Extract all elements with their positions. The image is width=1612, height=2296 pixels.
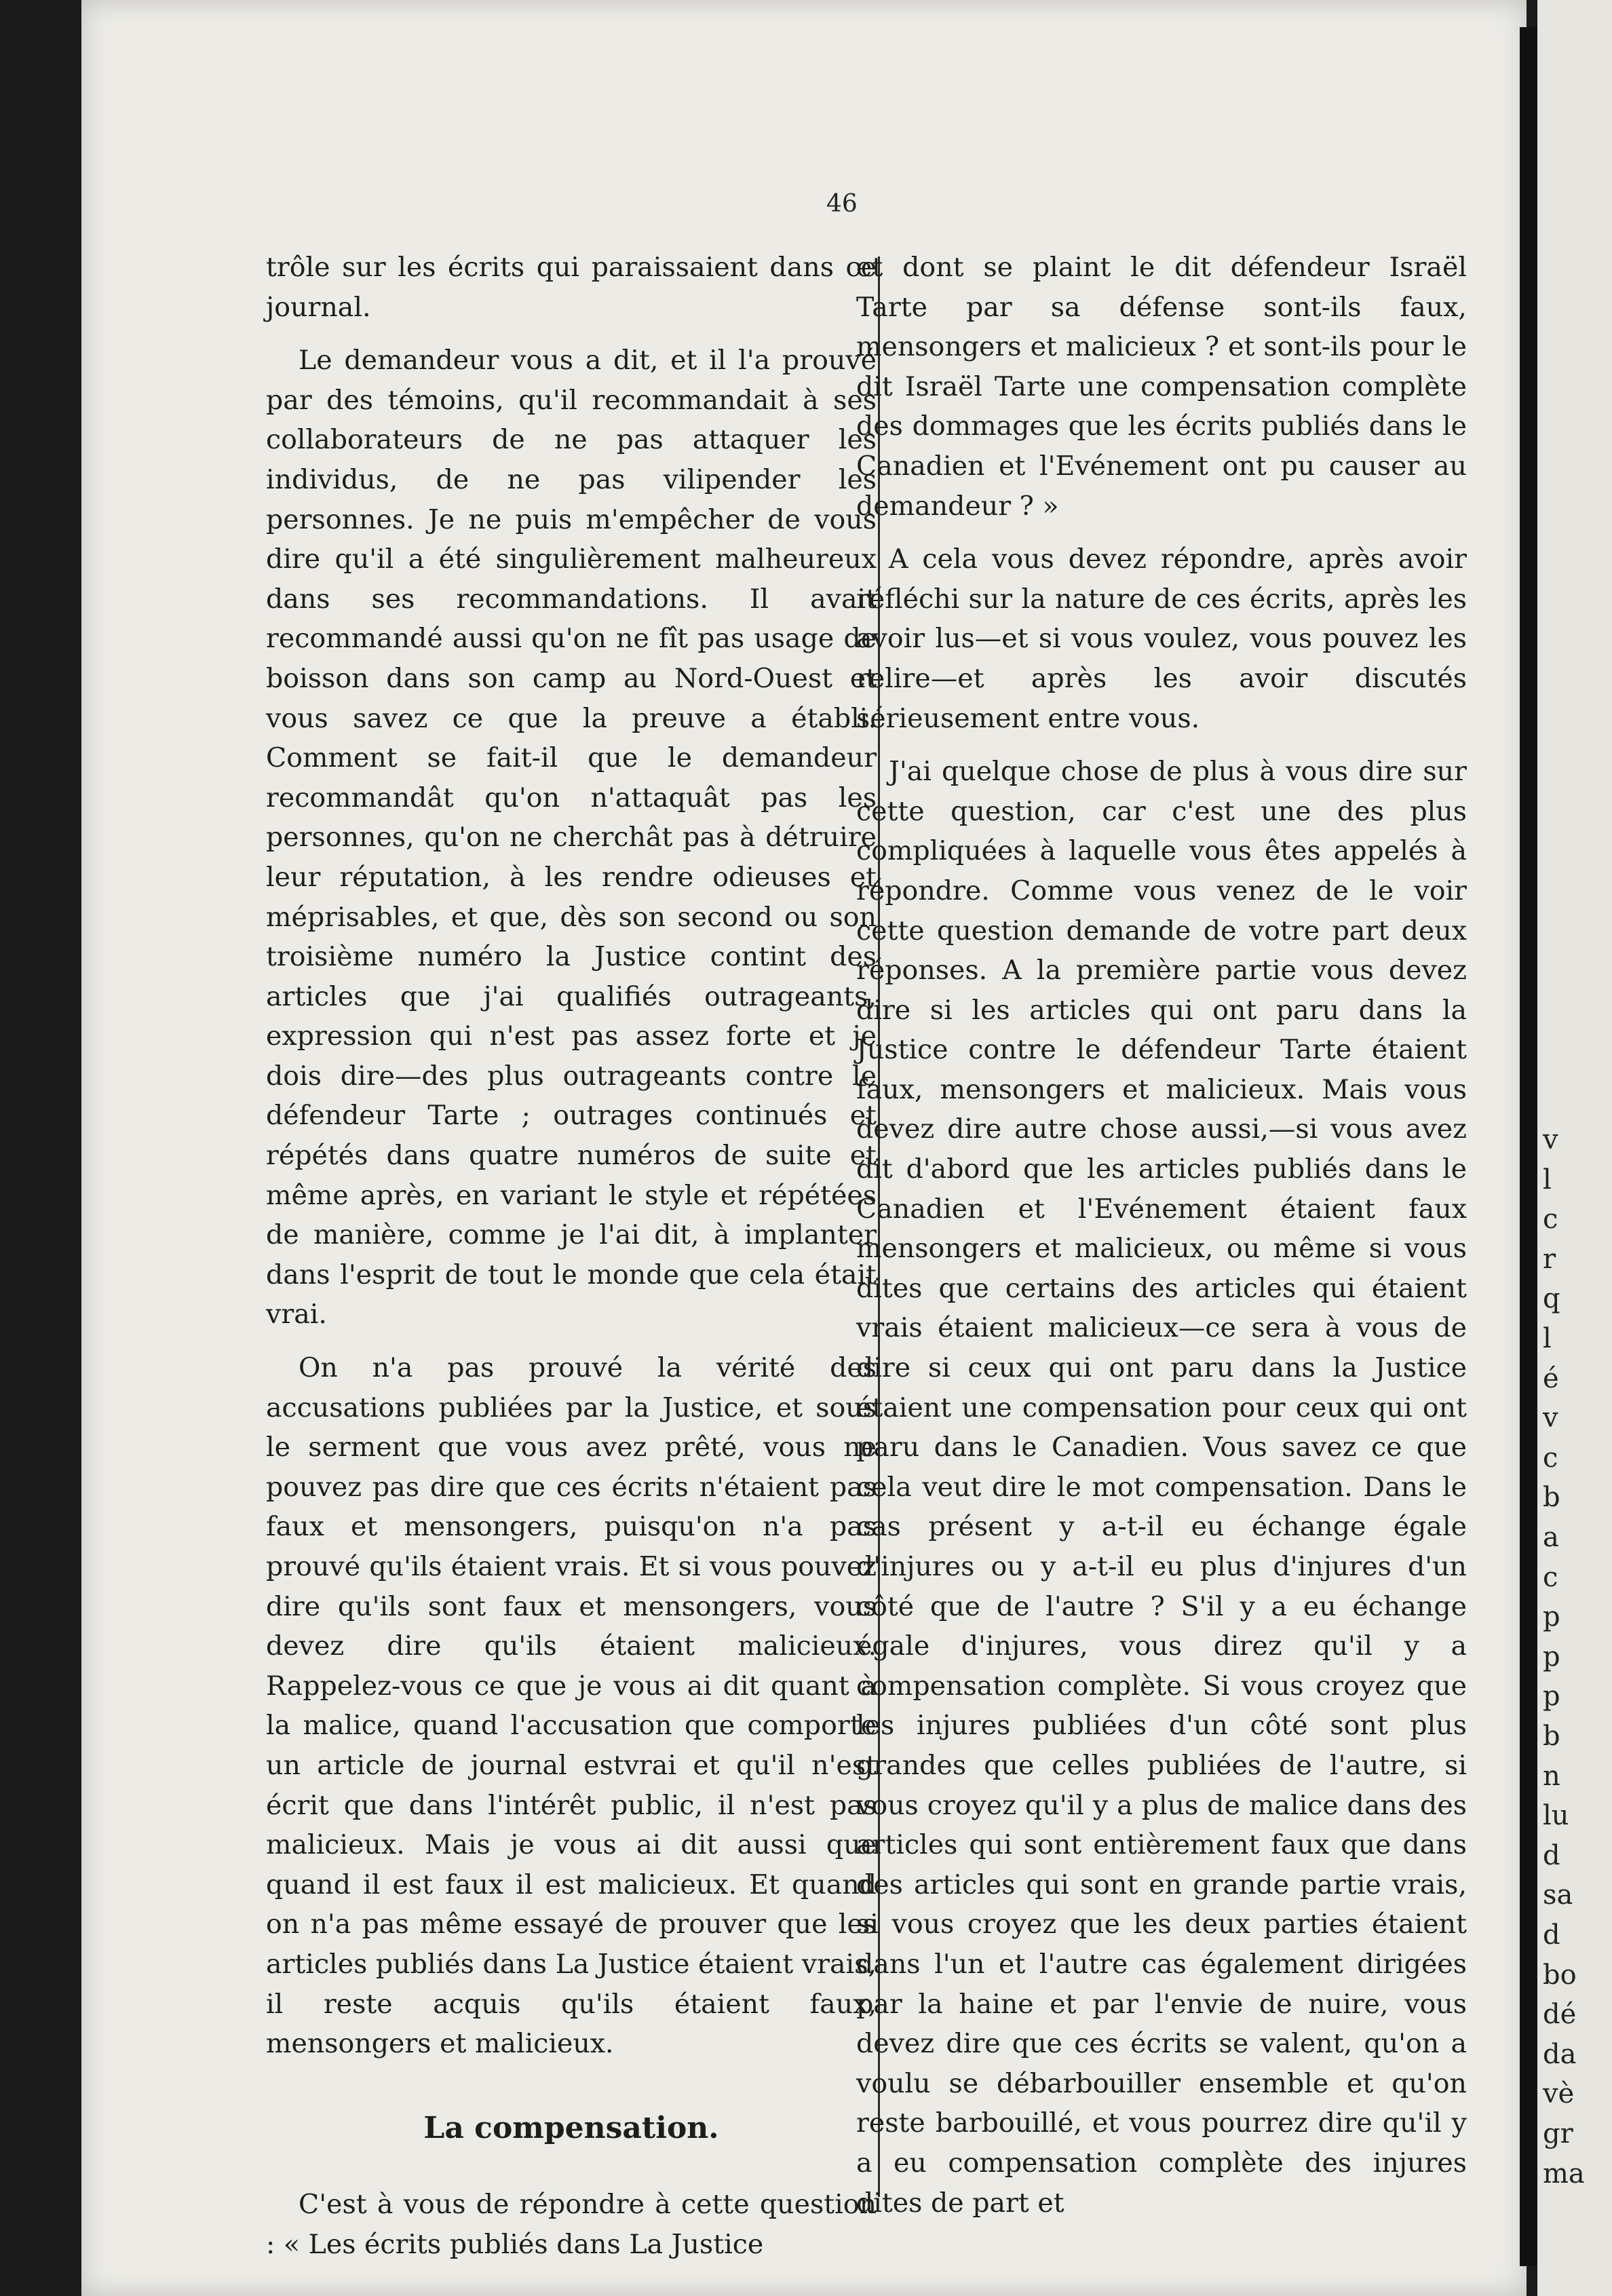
- right-column: [856, 248, 1467, 2223]
- adjacent-page-fragment: c: [1543, 1204, 1558, 1236]
- page-number: 46: [826, 190, 858, 218]
- paragraph: et dont se plaint le dit défendeur Israël Tarte par sa défense sont-ils faux, mensongers et malicieux ? et sont-ils pour le dit Israël Tarte une compensation complète des dommages que les écrits publiés dans le Canadien et l'Evénement ont pu causer au demandeur ? »: [856, 252, 1467, 522]
- adjacent-page-edge: [1537, 0, 1612, 2296]
- left-column: [266, 248, 877, 2265]
- adjacent-page-fragment: a: [1543, 1522, 1559, 1553]
- adjacent-page-fragment: c: [1543, 1442, 1558, 1474]
- adjacent-page-fragment: sa: [1543, 1879, 1573, 1911]
- adjacent-page-fragment: l: [1543, 1164, 1552, 1195]
- adjacent-page-fragment: c: [1543, 1561, 1558, 1593]
- paragraph: On n'a pas prouvé la vérité des accusations publiées par la Justice, et sous le serment que vous avez prêté, vous ne pouvez pas dire que ces écrits n'étaient pas faux et mensongers, puisqu'on n'a pas prouvé qu'ils étaient vrais. Et si vous pouvez dire qu'ils sont faux et mensongers, vous devez dire qu'ils étaient malicieux. Rappelez-vous ce que je vous ai dit quant à la malice, quand l'accusation que comporte un article de journal estvrai et qu'il n'est écrit que dans l'intérêt public, il n'est pas malicieux. Mais je vous ai dit aussi que quand il est faux il est malicieux. Et quand on n'a pas même essayé de prouver que les articles publiés dans La Justice étaient vrais, il reste acquis qu'ils étaient faux, mensongers et malicieux.: [266, 1352, 877, 2060]
- page-gutter: [1520, 27, 1537, 2266]
- adjacent-page-fragment: p: [1543, 1681, 1560, 1713]
- paragraph: J'ai quelque chose de plus à vous dire sur cette question, car c'est une des plus compliquées à laquelle vous êtes appelés à répondre. Comme vous venez de le voir cette question demande de votre part deux réponses. A la première partie vous devez dire si les articles qui ont paru dans la Justice contre le défendeur Tarte étaient faux, mensongers et malicieux. Mais vous devez dire autre chose aussi,—si vous avez dit d'abord que les articles publiés dans le Canadien et l'Evénement étaient faux mensongers et malicieux, ou même si vous dites que certains des articles qui étaient vrais étaient malicieux—ce sera à vous de dire si ceux qui ont paru dans la Justice étaient une compensation pour ceux qui ont paru dans le Canadien. Vous savez ce que cela veut dire le mot compensation. Dans le cas présent y a-t-il eu échange égale d'injures ou y a-t-il eu plus d'injures d'un côté que de l'autre ? S'il y a eu échange égale d'injures, vous direz qu'il y a compensation complète. Si vous croyez que les injures publiées d'un côté sont plus grandes que celles publiées de l'autre, si vous croyez qu'il y a plus de malice dans des articles qui sont entièrement faux que dans des articles qui sont en grande partie vrais, si vous croyez que les deux parties étaient dans l'un et l'autre cas également dirigées par la haine et par l'envie de nuire, vous devez dire que ces écrits se valent, qu'on a voulu se débarbouiller ensemble et qu'on reste barbouillé, et vous pourrez dire qu'il y a eu compensation complète des injures dites de part et: [856, 756, 1467, 2219]
- adjacent-page-fragment: n: [1543, 1760, 1560, 1792]
- adjacent-page-fragment: p: [1543, 1641, 1560, 1672]
- adjacent-page-fragment: ma: [1543, 2158, 1585, 2189]
- paragraph: A cela vous devez répondre, après avoir réfléchi sur la nature de ces écrits, après les avoir lus—et si vous voulez, vous pouvez les relire—et après les avoir discutés sérieusement entre vous.: [856, 543, 1467, 734]
- adjacent-page-fragment: b: [1543, 1721, 1560, 1752]
- section-title: La compensation.: [423, 2110, 719, 2145]
- paragraph: trôle sur les écrits qui paraissaient dans ce journal.: [266, 252, 877, 323]
- adjacent-page-fragment: vè: [1543, 2078, 1575, 2110]
- adjacent-page-fragment: p: [1543, 1601, 1560, 1633]
- adjacent-page-fragment: d: [1543, 1839, 1560, 1871]
- adjacent-page-fragment: d: [1543, 1919, 1560, 1951]
- adjacent-page-fragment: v: [1543, 1402, 1558, 1434]
- adjacent-page-fragment: dé: [1543, 1999, 1577, 2031]
- adjacent-page-fragment: bo: [1543, 1959, 1577, 1991]
- adjacent-page-fragment: r: [1543, 1243, 1556, 1275]
- adjacent-page-fragment: lu: [1543, 1800, 1569, 1832]
- paragraph: C'est à vous de répondre à cette question : « Les écrits publiés dans La Justice: [266, 2189, 877, 2260]
- adjacent-page-fragment: é: [1543, 1362, 1559, 1394]
- adjacent-page-fragment: gr: [1543, 2118, 1573, 2149]
- adjacent-page-fragment: b: [1543, 1482, 1560, 1514]
- adjacent-page-fragment: da: [1543, 2038, 1577, 2070]
- adjacent-page-fragment: v: [1543, 1124, 1558, 1155]
- paragraph: Le demandeur vous a dit, et il l'a prouvé par des témoins, qu'il recommandait à ses collaborateurs de ne pas attaquer les individus, de ne pas vilipender les personnes. Je ne puis m'empêcher de vous dire qu'il a été singulièrement malheureux dans ses recommandations. Il avait recommandé aussi qu'on ne fît pas usage de boisson dans son camp au Nord-Ouest et vous savez ce que la preuve a établi. Comment se fait-il que le demandeur recommandât qu'on n'attaquât pas les personnes, qu'on ne cherchât pas à détruire leur réputation, à les rendre odieuses et méprisables, et que, dès son second ou son troisième numéro la Justice contint des articles que j'ai qualifiés outrageants, expression qui n'est pas assez forte et je dois dire—des plus outrageants contre le défendeur Tarte ; outrages continués et répétés dans quatre numéros de suite et même après, en variant le style et répétées de manière, comme je l'ai dit, à implanter dans l'esprit de tout le monde que cela était vrai.: [266, 345, 877, 1331]
- adjacent-page-fragment: l: [1543, 1323, 1552, 1354]
- adjacent-page-fragment: q: [1543, 1283, 1560, 1315]
